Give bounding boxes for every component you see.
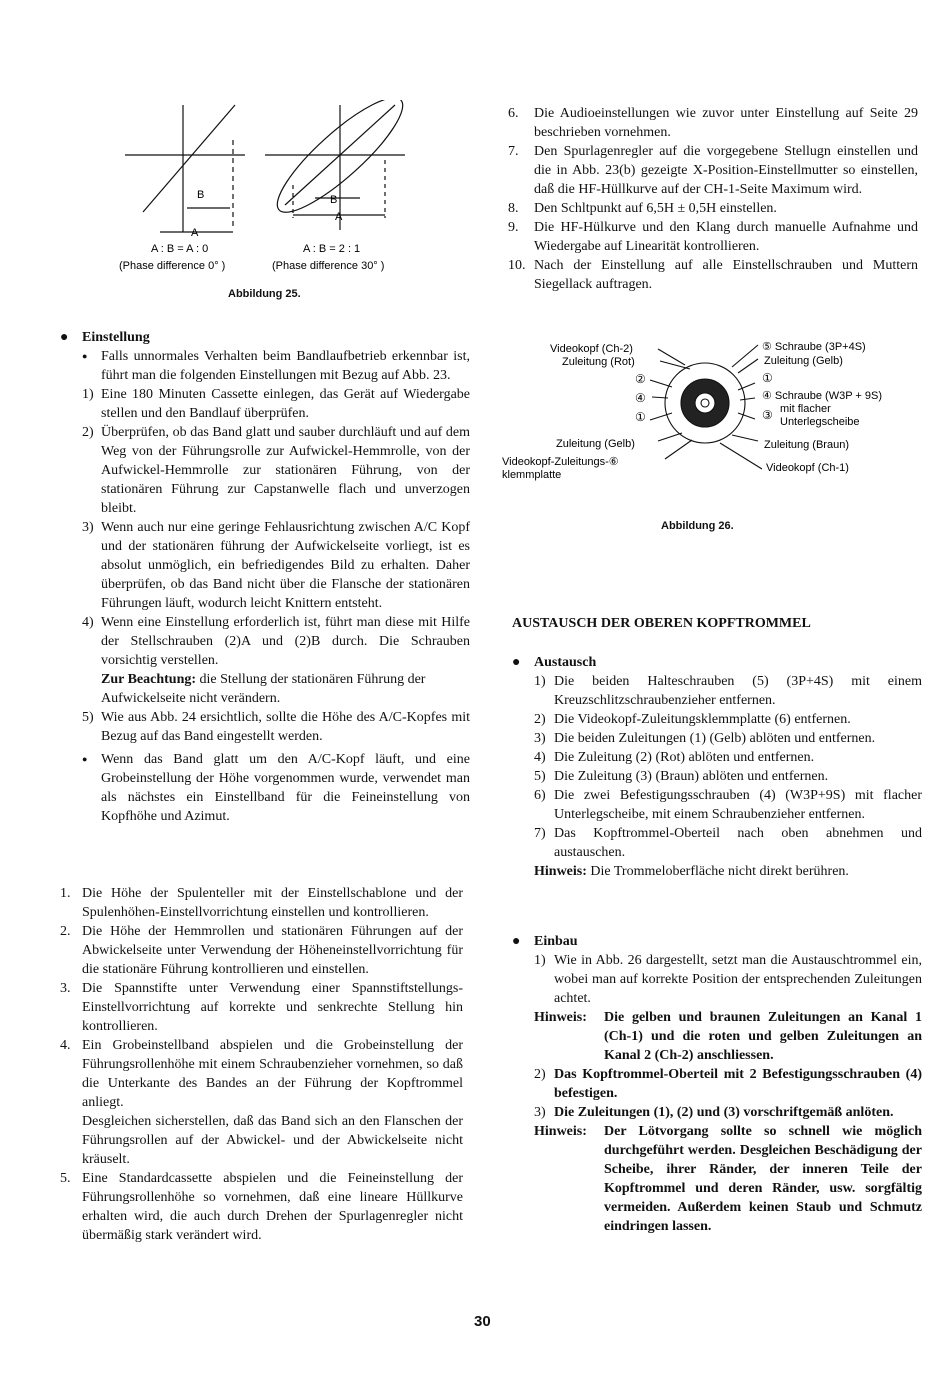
- step-text: Die Spannstifte unter Verwendung einer Spannstiftstellungs-Einstellvorrichtung auf korrekte und senkrechte Stellung hin kontrollieren.: [82, 981, 463, 1034]
- item-number: 1): [534, 674, 546, 689]
- list-item: [534, 786, 922, 824]
- item-number: 2): [534, 1067, 546, 1082]
- step-text: Die Höhe der Hemmrollen und stationären Führungen auf der Abwickelseite unter Verwendung der Höheneinstellvorrichtung für die stationäre Führung kontrollieren und einstellen.: [82, 924, 463, 977]
- section-title: AUSTAUSCH DER OBEREN KOPFTROMMEL: [512, 616, 811, 631]
- label-zuleitung-braun: Zuleitung (Braun): [764, 439, 849, 451]
- item-number: 5): [534, 769, 546, 784]
- einstellung-heading-row: [60, 328, 470, 347]
- list-item: [534, 1103, 922, 1122]
- item-number: 3): [534, 731, 546, 746]
- item-text: Wie aus Abb. 24 ersichtlich, sollte die Höhe des A/C-Kopfes mit Bezug auf das Band eingestellt werden.: [101, 710, 470, 744]
- hinweis-text: Der Lötvorgang sollte so schnell wie möglich durchgeführt werden. Desgleichen Beschädigung der Scheibe, ihrer Ränder, der inneren Teile der Kopftrommel und deren Ränder, usw. sorgfältig vermeiden. Außerdem keinen Staub und Schmutz eindringen lassen.: [604, 1124, 922, 1234]
- item-text: Das Kopftrommel-Oberteil nach oben abnehmen und austauschen.: [554, 826, 922, 860]
- einstellung-intro-row: [82, 347, 470, 385]
- step-item: [60, 1036, 463, 1112]
- fig25b-ratio: A : B = 2 : 1: [303, 243, 361, 255]
- label-schraube-3p4s: ⑤ Schraube (3P+4S): [762, 341, 866, 353]
- item-number: 1): [82, 387, 94, 402]
- step-number: 4.: [60, 1038, 71, 1053]
- list-item: [82, 708, 470, 746]
- einstellung-section: [60, 328, 470, 826]
- drum-diagram: [650, 345, 762, 469]
- hinweis-row: [534, 1008, 922, 1065]
- label-videokopf-ch2: Videokopf (Ch-2): [550, 343, 633, 355]
- einstellung-intro: Falls unnormales Verhalten beim Bandlaufbetrieb erkennbar ist, führt man die folgenden Einstellungen mit Bezug auf Abb. 23.: [101, 349, 470, 383]
- bullet-icon: ●: [512, 934, 521, 949]
- bullet-icon: ●: [82, 351, 88, 361]
- figure-25-caption: Abbildung 25.: [228, 288, 301, 300]
- item-number: 3): [534, 1105, 546, 1120]
- hinweis-text: Die gelben und braunen Zuleitungen an Kanal 1 (Ch-1) und die roten und gelben Zuleitungen an Kanal 2 (Ch-2) anschliessen.: [604, 1010, 922, 1063]
- item-number: 1): [534, 953, 546, 968]
- list-item: [534, 748, 922, 767]
- list-item: [82, 750, 470, 826]
- label-videokopf-ch1: Videokopf (Ch-1): [766, 462, 849, 474]
- fig25a-phase: (Phase difference 0° ): [119, 260, 226, 272]
- step-item: [60, 979, 463, 1036]
- item-text: Wenn eine Einstellung erforderlich ist, führt man diese mit Hilfe der Stellschrauben (2)A und (2)B durch. Die Schrauben vorsichtig verstellen.: [101, 615, 470, 668]
- step-number: 2.: [60, 924, 71, 939]
- item-number: 5): [82, 710, 94, 725]
- fig25a-ratio: A : B = A : 0: [151, 243, 209, 255]
- label-num-4: ④: [635, 391, 646, 405]
- step-number: 5.: [60, 1171, 71, 1186]
- item-number: 7): [534, 826, 546, 841]
- step-text: Eine Standardcassette abspielen und die Feineinstellung der Führungsrollenhöhe so vornehmen, daß eine lineare Hüllkurve erhalten wird, die auch durch Drehen der Spurlagenregler nicht übermäßig stark verändert wird.: [82, 1171, 463, 1243]
- list-item: [82, 385, 470, 423]
- step-number: 9.: [508, 220, 519, 235]
- note-label: Zur Beachtung:: [101, 672, 197, 687]
- figure-25: [115, 100, 415, 280]
- item-text: Die Zuleitungen (1), (2) und (3) vorschriftgemäß anlöten.: [554, 1105, 894, 1120]
- step-item: [508, 104, 918, 142]
- item-text: Die Zuleitung (2) (Rot) ablöten und entfernen.: [554, 750, 815, 765]
- step-item: [60, 1169, 463, 1245]
- label-num-2: ②: [635, 372, 646, 386]
- einstellung-heading: Einstellung: [82, 330, 150, 345]
- fig25b-a-label: A: [335, 211, 343, 223]
- item-text: Wenn das Band glatt um den A/C-Kopf läuft, und eine Grobeinstellung der Höhe vorgenommen wurde, verwendet man als nächstes ein Einstellband für die Feineinstellung von Kopfhöhe und Azimut.: [101, 752, 470, 824]
- fig25a-b-label: B: [197, 189, 205, 201]
- label-num-1-right: ①: [762, 371, 773, 385]
- item-number: 4): [82, 615, 94, 630]
- step-number: 3.: [60, 981, 71, 996]
- item-text: Die beiden Halteschrauben (5) (3P+4S) mit einem Kreuzschlitzschraubenzieher entfernen.: [554, 674, 922, 708]
- austausch-section: [512, 614, 922, 881]
- phase-diagram-0: [125, 105, 245, 232]
- hinweis-label: Hinweis:: [534, 1124, 587, 1139]
- label-zuleitung-gelb-left: Zuleitung (Gelb): [556, 438, 635, 450]
- list-item: [534, 951, 922, 1008]
- note-text: die Stellung der stationären Führung der Aufwickelseite nicht verändern.: [101, 672, 426, 706]
- item-text: Eine 180 Minuten Cassette einlegen, das Gerät auf Wiedergabe stellen und den Bandlauf überprüfen.: [101, 387, 470, 421]
- hinweis-text: Die Trommeloberfläche nicht direkt berühren.: [590, 864, 849, 879]
- step-text: Die HF-Hülkurve und den Klang durch manuelle Aufnahme und Wiedergabe auf Linearität kontrollieren.: [534, 220, 918, 254]
- list-item: [82, 518, 470, 613]
- label-zuleitung-gelb-right: Zuleitung (Gelb): [764, 355, 843, 367]
- step-text: Den Schltpunkt auf 6,5H ± 0,5H einstellen.: [534, 201, 777, 216]
- fig25b-phase: (Phase difference 30° ): [272, 260, 385, 272]
- step-number: 10.: [508, 258, 526, 273]
- item-number: 2): [82, 425, 94, 440]
- list-item: [534, 824, 922, 862]
- einstellung-list: [60, 385, 470, 826]
- label-unterlegscheibe: Unterlegscheibe: [780, 416, 860, 428]
- einbau-section: [512, 932, 922, 1236]
- step-item: [508, 218, 918, 256]
- list-item: [534, 729, 922, 748]
- item-number: 3): [82, 520, 94, 535]
- item-number: 6): [534, 788, 546, 803]
- item-number: 2): [534, 712, 546, 727]
- item-text: Die Zuleitung (3) (Braun) ablöten und entfernen.: [554, 769, 829, 784]
- bullet-icon: ●: [60, 330, 69, 345]
- step-item: [60, 922, 463, 979]
- item-text: Die zwei Befestigungsschrauben (4) (W3P+9S) mit flacher Unterlegscheibe, mit einem Schraubenzieher entfernen.: [554, 788, 922, 822]
- item-text: Wenn auch nur eine geringe Fehlausrichtung zwischen A/C Kopf und der stationären führung der Aufwickelseite vorliegt, ist es absolut unmöglich, ein befriedigendes Bild zu erhalten. Daher überprüfen, ob das Band nicht über die Flansche der stationären Führungen läuft, wodurch leicht Knittern entsteht.: [101, 520, 470, 611]
- list-item: [534, 1065, 922, 1103]
- figure-26: [500, 335, 920, 495]
- item-text: Das Kopftrommel-Oberteil mit 2 Befestigungsschrauben (4) befestigen.: [554, 1067, 922, 1101]
- austausch-heading-row: [512, 653, 922, 672]
- step-text: Desgleichen sicherstellen, daß das Band sich an den Flanschen der Führungsrollen auf der Abwickel- und der Abwickelseite nicht kräuselt.: [82, 1114, 463, 1167]
- list-item: [534, 672, 922, 710]
- fig25a-a-label: A: [191, 227, 199, 239]
- austausch-hinweis: [534, 862, 922, 881]
- fig25b-b-label: B: [330, 194, 338, 206]
- step-text: Nach der Einstellung auf alle Einstellschrauben und Muttern Siegellack auftragen.: [534, 258, 918, 292]
- label-num-3: ③: [762, 408, 773, 422]
- label-schraube-w3p9s: ④ Schraube (W3P + 9S): [762, 390, 883, 402]
- einbau-heading: Einbau: [534, 934, 578, 949]
- item-text: Überprüfen, ob das Band glatt und sauber durchläuft und auf dem Weg von der Führungsrolle zur Aufwickel-Hemmrolle, von der Aufwickel-Hemmrolle zur stationären Führung, von der stationären Führung zur Capstanwelle flach und unverzogen bleibt.: [101, 425, 470, 516]
- item-number: 4): [534, 750, 546, 765]
- list-item: [82, 423, 470, 518]
- step-item: [508, 142, 918, 199]
- step-item: [508, 256, 918, 294]
- label-mit-flacher: mit flacher: [780, 403, 831, 415]
- step-text: Die Audioeinstellungen wie zuvor unter Einstellung auf Seite 29 beschrieben vornehmen.: [534, 106, 918, 140]
- figure-26-caption: Abbildung 26.: [661, 520, 734, 532]
- einbau-heading-row: [512, 932, 922, 951]
- step-number: 7.: [508, 144, 519, 159]
- step-item: [508, 199, 918, 218]
- zur-beachtung-note: [101, 670, 470, 708]
- label-zuleitung-rot: Zuleitung (Rot): [562, 356, 635, 368]
- step-number: 1.: [60, 886, 71, 901]
- label-klemmplatte-1: Videokopf-Zuleitungs-⑥: [502, 456, 619, 468]
- steps-left: [60, 884, 463, 1245]
- item-text: Die beiden Zuleitungen (1) (Gelb) ablöten und entfernen.: [554, 731, 876, 746]
- step-text: Ein Grobeinstellband abspielen und die Grobeinstellung der Führungsrollenhöhe mit einem Schraubenzieher vornehmen, so daß die Unterkante des Bandes an der Führung der Kopftrommel anliegt.: [82, 1038, 463, 1110]
- hinweis-label: Hinweis:: [534, 1010, 587, 1025]
- hinweis-row: [534, 1122, 922, 1236]
- label-num-1: ①: [635, 410, 646, 424]
- hinweis-label: Hinweis:: [534, 864, 587, 879]
- steps-right: [508, 104, 918, 294]
- step-number: 6.: [508, 106, 519, 121]
- item-text: Wie in Abb. 26 dargestellt, setzt man die Austauschtrommel ein, wobei man auf korrekte Position der entsprechenden Zuleitungen achtet.: [554, 953, 922, 1006]
- bullet-icon: ●: [82, 754, 88, 764]
- list-item: [82, 613, 470, 670]
- step-number: [60, 1112, 82, 1169]
- item-text: Die Videokopf-Zuleitungsklemmplatte (6) entfernen.: [554, 712, 851, 727]
- step-item: [60, 884, 463, 922]
- list-item: [534, 710, 922, 729]
- bullet-icon: ●: [512, 655, 521, 670]
- step-item: [60, 1112, 463, 1169]
- label-klemmplatte-2: klemmplatte: [502, 469, 562, 481]
- page-number: 30: [474, 1313, 491, 1330]
- step-text: Den Spurlagenregler auf die vorgegebene Stellugn einstellen und die in Abb. 23(b) gezeigte X-Position-Einstellmutter so einstellen, daß die HF-Hüllkurve auf der CH-1-Seite Maximum wird.: [534, 144, 918, 197]
- list-item: [534, 767, 922, 786]
- step-number: 8.: [508, 201, 519, 216]
- step-text: Die Höhe der Spulenteller mit der Einstellschablone und der Spulenhöhen-Einstellvorrichtung einstellen und kontrollieren.: [82, 886, 463, 920]
- austausch-heading: Austausch: [534, 655, 597, 670]
